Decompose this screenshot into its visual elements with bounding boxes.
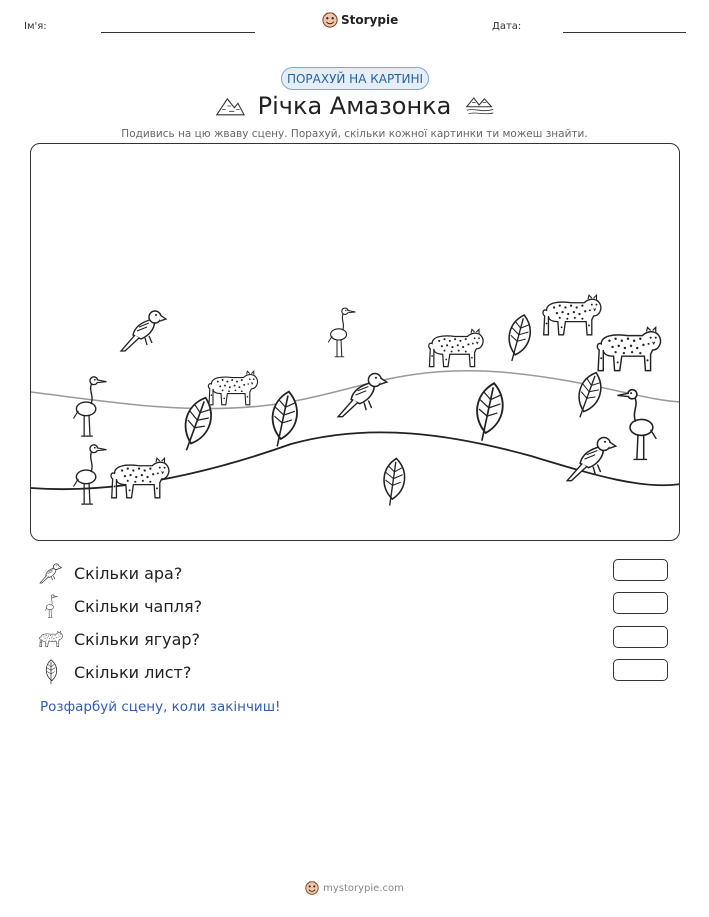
macaw-icon: [38, 561, 64, 585]
footer: [0, 881, 709, 895]
date-field[interactable]: [563, 32, 686, 33]
macaw-icon: [121, 311, 166, 351]
name-label: Ім'я:: [24, 21, 47, 32]
leaf-icon: [380, 457, 407, 507]
question-text: Скільки лист?: [74, 662, 192, 682]
jaguar-icon: [597, 327, 660, 370]
brand-name: Storypie: [341, 13, 399, 27]
storypie-logo-icon: [305, 881, 319, 895]
heron-icon: [73, 377, 106, 436]
scene-drawing: [31, 144, 680, 541]
date-label: Дата:: [492, 21, 522, 32]
coloring-note: Розфарбуй сцену, коли закінчиш!: [40, 699, 281, 715]
question-text: Скільки ягуар?: [74, 629, 201, 649]
heron-icon: [73, 445, 106, 504]
jaguar-icon: [429, 329, 483, 366]
question-leaf: [38, 660, 191, 684]
question-text: Скільки ара?: [74, 563, 183, 583]
macaw-icon: [338, 373, 387, 416]
answer-box-leaf[interactable]: [613, 659, 668, 681]
storypie-logo-icon: [322, 12, 338, 28]
jaguar-icon: [38, 628, 64, 650]
instructions: Подивись на цю жваву сцену. Порахуй, скільки кожної картинки ти можеш знайти.: [121, 128, 588, 140]
activity-badge: ПОРАХУЙ НА КАРТИНІ: [281, 67, 429, 90]
question-macaw: [38, 561, 182, 585]
heron-icon: [617, 390, 656, 460]
heron-icon: [38, 593, 64, 619]
page-title: Річка Амазонка: [257, 92, 452, 120]
question-text: Скільки чапля?: [74, 596, 203, 616]
jaguar-icon: [111, 458, 169, 498]
brand-logo: [322, 12, 398, 28]
leaf-icon: [266, 389, 301, 449]
answer-box-jaguar[interactable]: [613, 626, 668, 648]
answer-box-macaw[interactable]: [613, 559, 668, 581]
hills-icon: [465, 94, 495, 116]
jaguar-icon: [543, 295, 601, 335]
name-field[interactable]: [101, 32, 255, 33]
heron-icon: [328, 308, 355, 357]
leaf-icon: [38, 659, 64, 685]
question-heron: [38, 594, 202, 618]
footer-site[interactable]: mystorypie.com: [323, 882, 404, 894]
answer-box-heron[interactable]: [613, 592, 668, 614]
counting-scene: [30, 143, 680, 541]
jaguar-icon: [208, 371, 257, 405]
leaf-icon: [571, 369, 607, 421]
leaf-icon: [503, 313, 535, 364]
question-jaguar: [38, 627, 200, 651]
leaf-icon: [471, 381, 508, 444]
